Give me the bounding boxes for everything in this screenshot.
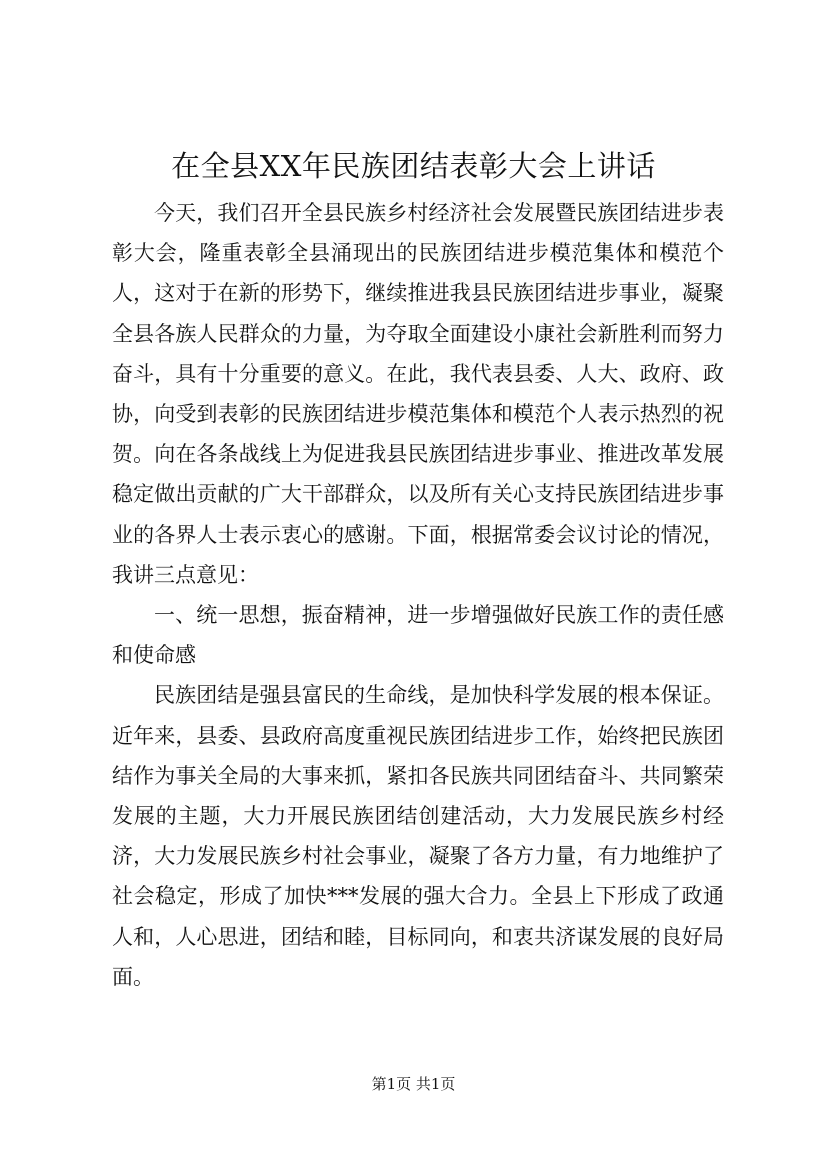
section-heading-1: 一、统一思想，振奋精神，进一步增强做好民族工作的责任感和使命感 [112, 603, 724, 668]
document-title: 在全县XX年民族团结表彰大会上讲话 [171, 149, 656, 183]
paragraph-intro: 今天，我们召开全县民族乡村经济社会发展暨民族团结进步表彰大会，隆重表彰全县涌现出的民族团结进步模范集体和模范个人，这对于在新的形势下，继续推进我县民族团结进步事业，凝聚全县各族人民群众的力量，为夺取全面建设小康社会新胜利而努力奋斗，具有十分重要的意义。在此，我代表县委、人大、政府、政协，向受到表彰的民族团结进步模范集体和模范个人表示热烈的祝贺。向在各条战线上为促进我县民族团结进步事业、推进改革发展稳定做出贡献的广大干部群众，以及所有关心支持民族团结进步事业的各界人士表示衷心的感谢。下面，根据常委会议讨论的情况，我讲三点意见： [112, 201, 724, 587]
page-footer: 第1页 共1页 [371, 1075, 456, 1093]
paragraph-section-1: 民族团结是强县富民的生命线，是加快科学发展的根本保证。近年来，县委、县政府高度重视民族团结进步工作，始终把民族团结作为事关全局的大事来抓，紧扣各民族共同团结奋斗、共同繁荣发展的主题，大力开展民族团结创建活动，大力发展民族乡村经济，大力发展民族乡村社会事业，凝聚了各方力量，有力地维护了社会稳定，形成了加快***发展的强大合力。全县上下形成了政通人和，人心思进，团结和睦，目标同向，和衷共济谋发展的良好局面。 [112, 683, 724, 989]
document-body [112, 193, 724, 997]
